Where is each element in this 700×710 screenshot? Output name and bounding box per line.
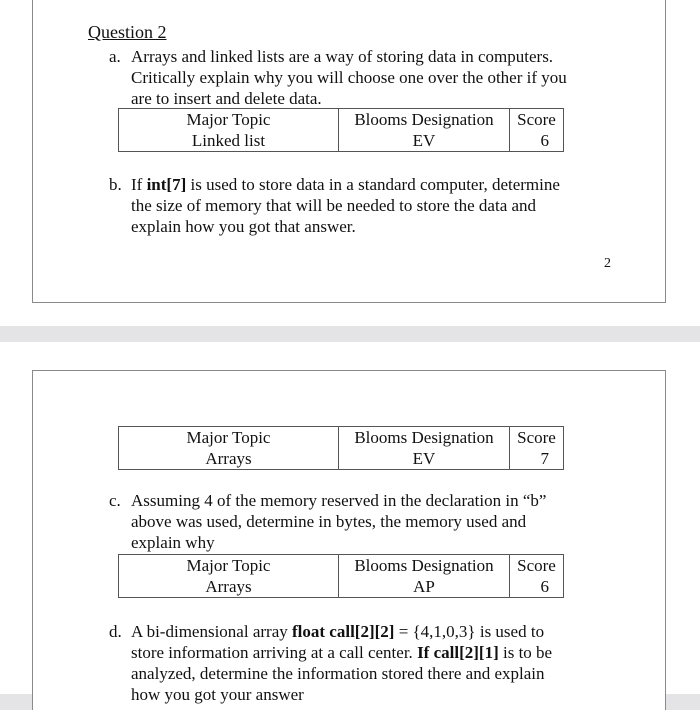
- part-c-text: [109, 490, 546, 553]
- part-d-label: d.: [109, 622, 122, 641]
- score-cell: Score 7: [510, 427, 564, 470]
- part-b-line: the size of memory that will be needed to store the data and: [131, 196, 537, 215]
- blooms-cell: Blooms Designation EV: [339, 109, 510, 152]
- part-d-text: d. A bi-dimensional array float call[2][2] = {4,1,0,3} is used to store information arriving at a call center. If call[2][1] is to be analyzed, determine the information stored there and explain how you got your answer: [109, 622, 553, 704]
- blooms-table-c: [118, 554, 564, 598]
- blooms-table-a: [118, 108, 564, 152]
- part-a-line: Arrays and linked lists are a way of storing data in computers.: [131, 47, 554, 66]
- blooms-cell: Blooms Designation AP: [339, 555, 510, 598]
- topic-cell: Major Topic Linked list: [119, 109, 339, 152]
- part-b-text: b. If int[7] is used to store data in a standard computer, determine the size of memory that will be needed to store the data and explain how you got that answer.: [109, 175, 560, 236]
- part-d-line: how you got your answer: [131, 685, 304, 704]
- part-b-label: b.: [109, 175, 122, 194]
- part-a-text: [109, 46, 567, 109]
- page-number: 2: [604, 256, 611, 271]
- part-c-line: explain why: [131, 533, 215, 552]
- blooms-cell: Blooms Designation EV: [339, 427, 510, 470]
- topic-cell: Major Topic Arrays: [119, 555, 339, 598]
- page-bottom: [0, 342, 700, 704]
- part-a-label: a.: [109, 47, 121, 66]
- part-c-line: above was used, determine in bytes, the memory used and: [131, 512, 527, 531]
- topic-cell: Major Topic Arrays: [119, 427, 339, 470]
- part-d-line: analyzed, determine the information stored there and explain: [131, 664, 545, 683]
- score-cell: Score 6: [510, 555, 564, 598]
- question-title: Question 2: [88, 22, 167, 42]
- part-b-line: explain how you got that answer.: [131, 217, 356, 236]
- page-top: [0, 0, 700, 326]
- score-cell: Score 6: [510, 109, 564, 152]
- part-a-line: are to insert and delete data.: [131, 89, 322, 108]
- part-c-label: c.: [109, 491, 121, 510]
- part-c-line: Assuming 4 of the memory reserved in the declaration in “b”: [131, 491, 547, 510]
- part-a-line: Critically explain why you will choose one over the other if you: [131, 68, 567, 87]
- blooms-table-b: [118, 426, 564, 470]
